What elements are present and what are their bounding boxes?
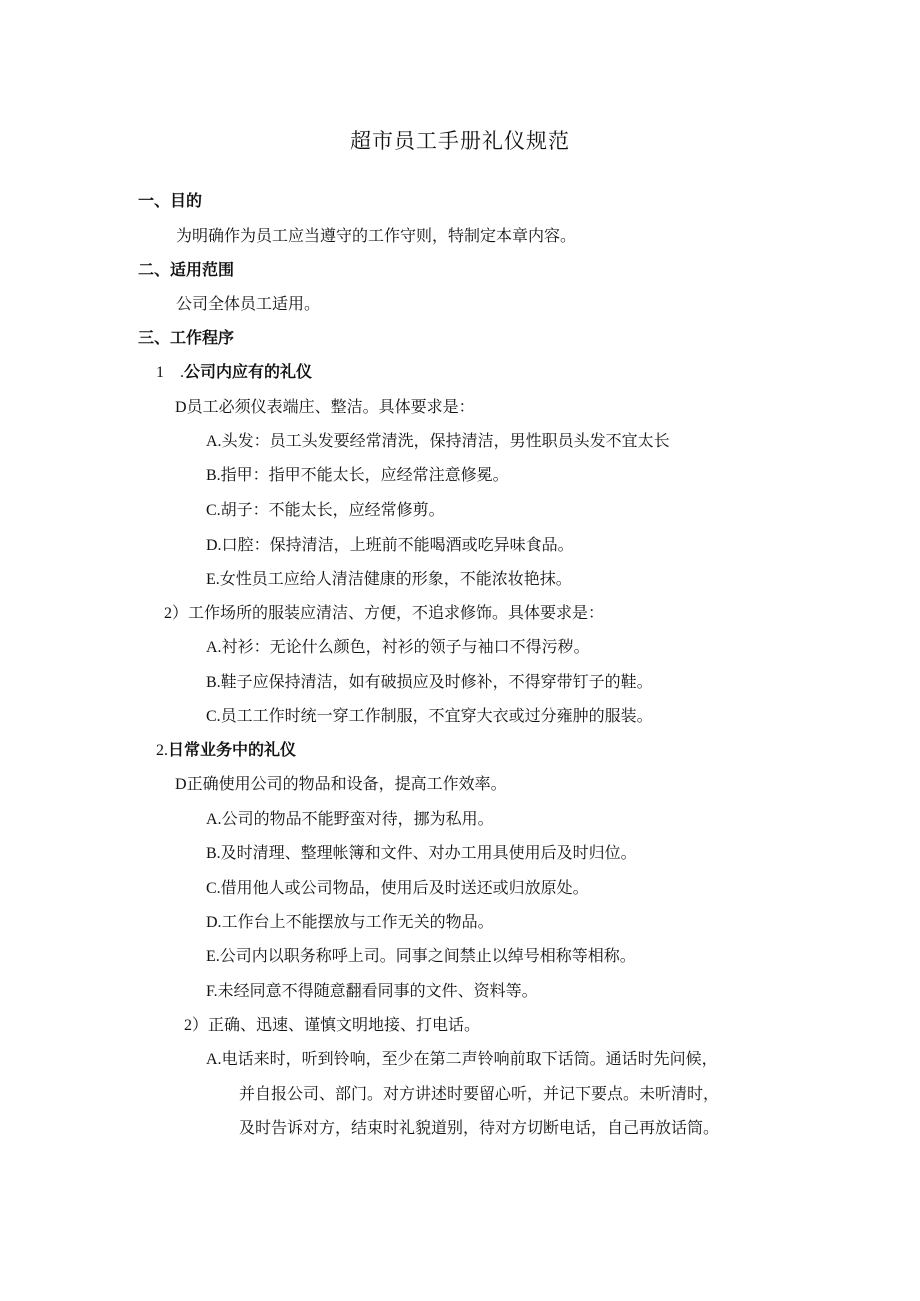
item-text: 公司的物品不能野蛮对待，挪为私用。 xyxy=(221,809,494,828)
item-text: 胡子：不能太长，应经常修剪。 xyxy=(220,500,445,519)
section-heading-purpose: 一、目的 xyxy=(138,191,203,210)
subsection-number: 1 . xyxy=(156,364,185,381)
item-text-continuation: 及时告诉对方，结束时礼貌道别，待对方切断电话，自己再放话筒。 xyxy=(239,1118,720,1137)
item-letter: E. xyxy=(206,948,220,965)
item-text: 鞋子应保持清洁，如有破损应及时修补，不得穿带钉子的鞋。 xyxy=(220,672,653,691)
list-item xyxy=(164,602,604,625)
item-text: 员工必须仪表端庄、整洁。具体要求是： xyxy=(186,397,475,416)
item-letter: A. xyxy=(206,639,222,656)
item-number: 2） xyxy=(164,605,189,622)
subsection-heading-daily-business-etiquette xyxy=(156,739,296,762)
page-title: 超市员工手册礼仪规范 xyxy=(350,129,570,153)
item-text: 电话来时，听到铃响，至少在第二声铃响前取下话筒。通话时先问候， xyxy=(221,1049,718,1068)
item-letter: C. xyxy=(206,502,221,519)
list-item xyxy=(206,945,636,968)
list-item xyxy=(206,430,670,453)
section-body-purpose: 为明确作为员工应当遵守的工作守则，特制定本章内容。 xyxy=(176,226,577,245)
item-letter: B. xyxy=(206,467,221,484)
item-letter: A. xyxy=(206,811,222,828)
item-text: 借用他人或公司物品，使用后及时送还或归放原处。 xyxy=(220,878,589,897)
item-text: 正确、迅速、谨慎文明地接、打电话。 xyxy=(208,1015,481,1034)
item-text: 公司内以职务称呼上司。同事之间禁止以绰号相称等相称。 xyxy=(219,946,636,965)
item-text: 及时清理、整理帐簿和文件、对办工用具使用后及时归位。 xyxy=(220,843,637,862)
list-item xyxy=(206,636,590,659)
subsection-title: 公司内应有的礼仪 xyxy=(184,362,313,381)
item-text: 工作台上不能摆放与工作无关的物品。 xyxy=(221,912,494,931)
list-item xyxy=(206,808,494,831)
list-item xyxy=(206,499,445,522)
section-heading-scope: 二、适用范围 xyxy=(138,260,235,279)
item-number: D xyxy=(175,776,187,793)
item-text: 未经同意不得随意翻看同事的文件、资料等。 xyxy=(217,981,538,1000)
item-text: 衬衫：无论什么颜色，衬衫的领子与袖口不得污秽。 xyxy=(221,637,590,656)
item-number: D xyxy=(175,399,187,416)
item-letter: B. xyxy=(206,674,221,691)
subsection-number: 2. xyxy=(156,742,168,759)
item-letter: A. xyxy=(206,1051,222,1068)
item-letter: E. xyxy=(206,571,220,588)
item-number: 2） xyxy=(184,1017,209,1034)
item-letter: D. xyxy=(206,537,222,554)
item-text: 头发：员工头发要经常清洗，保持清洁，男性职员头发不宜太长 xyxy=(221,431,670,450)
item-text: 员工工作时统一穿工作制服，不宜穿大衣或过分雍肿的服装。 xyxy=(220,706,653,725)
item-text: 口腔：保持清洁，上班前不能喝酒或吃异味食品。 xyxy=(221,535,574,554)
list-item xyxy=(206,671,653,694)
section-heading-procedure: 三、工作程序 xyxy=(138,328,235,347)
section-body-scope: 公司全体员工适用。 xyxy=(176,294,321,313)
item-letter: B. xyxy=(206,845,221,862)
item-letter: C. xyxy=(206,880,221,897)
item-letter: A. xyxy=(206,433,222,450)
list-item xyxy=(206,911,494,934)
list-item xyxy=(206,877,589,900)
subsection-heading-internal-etiquette xyxy=(156,361,312,384)
list-item xyxy=(175,773,507,796)
item-text-continuation: 并自报公司、部门。对方讲述时要留心听，并记下要点。未听清时， xyxy=(239,1084,720,1103)
list-item xyxy=(206,534,574,557)
list-item xyxy=(206,464,509,487)
item-text: 工作场所的服装应清洁、方便，不追求修饰。具体要求是： xyxy=(188,603,605,622)
item-letter: D. xyxy=(206,914,222,931)
list-item xyxy=(206,842,637,865)
list-item xyxy=(175,396,475,419)
list-item xyxy=(206,568,572,591)
list-item xyxy=(206,1048,718,1071)
item-letter: F. xyxy=(206,983,218,1000)
list-item xyxy=(206,980,538,1003)
item-letter: C. xyxy=(206,708,221,725)
item-text: 女性员工应给人清洁健康的形象，不能浓妆艳抹。 xyxy=(219,569,572,588)
list-item xyxy=(206,705,653,728)
item-text: 指甲：指甲不能太长，应经常注意修冕。 xyxy=(220,465,509,484)
item-text: 正确使用公司的物品和设备，提高工作效率。 xyxy=(186,774,507,793)
subsection-title: 日常业务中的礼仪 xyxy=(168,740,297,759)
list-item xyxy=(184,1014,480,1037)
